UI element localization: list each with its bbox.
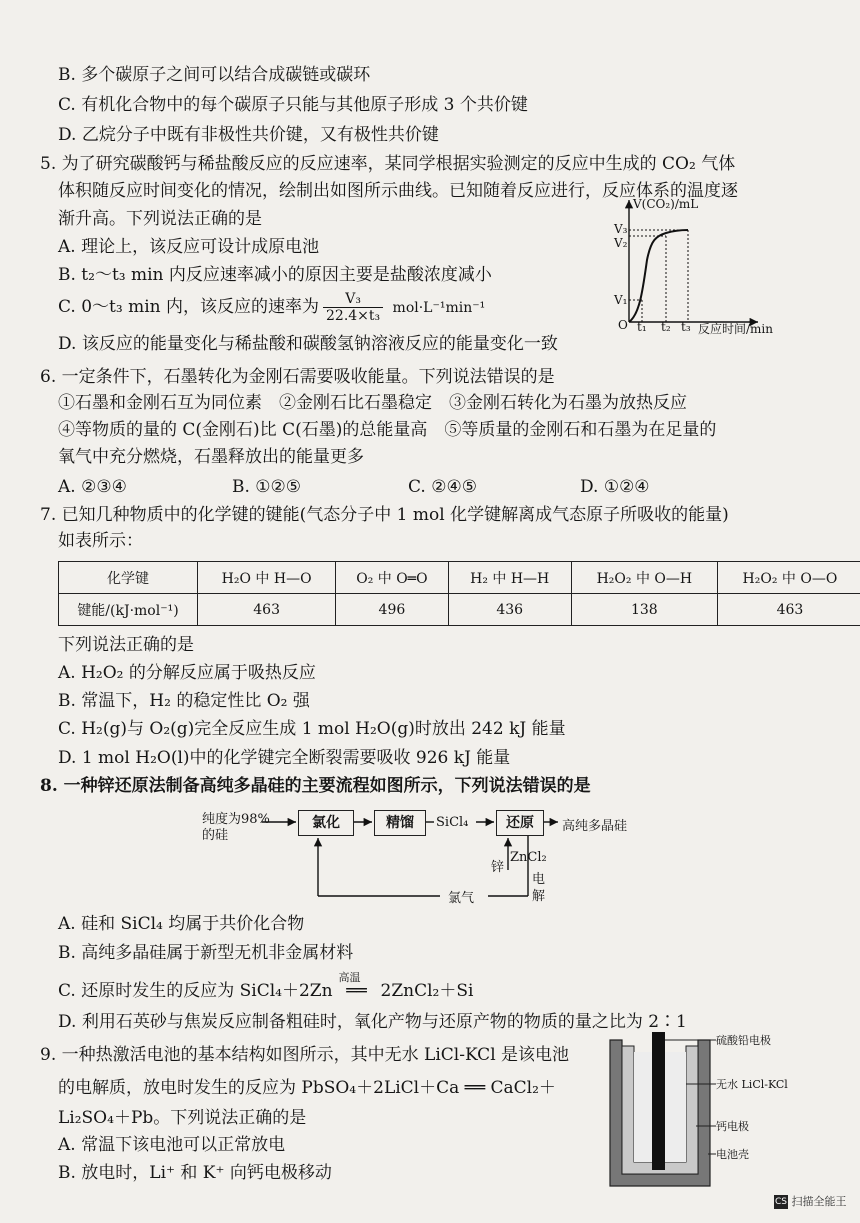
q5-option-c-text: C. 0～t₃ min 内，该反应的速率为 — [58, 297, 319, 317]
q6-option-d: D. ①②④ — [580, 477, 650, 497]
flow-electrolysis-1: 电 — [532, 872, 546, 887]
graph-xtick-t1: t₁ — [637, 320, 647, 334]
flow-input-line2: 的硅 — [202, 828, 229, 843]
graph-xtick-t2: t₂ — [661, 320, 671, 334]
q9-stem-line1: 9. 一种热激活电池的基本结构如图所示，其中无水 LiCl-KCl 是该电池 — [40, 1045, 570, 1065]
q7-lead: 下列说法正确的是 — [58, 635, 194, 655]
graph-curve — [629, 230, 688, 322]
q5-option-a: A. 理论上，该反应可设计成原电池 — [58, 237, 320, 257]
flow-box-reduction: 还原 — [496, 810, 544, 836]
q9-stem-line2: 的电解质，放电时发生的反应为 PbSO₄＋2LiCl＋Ca ══ CaCl₂＋ — [58, 1078, 556, 1098]
lead-sulfate-electrode — [652, 1032, 665, 1170]
q4-option-d: D. 乙烷分子中既有非极性共价键，又有极性共价键 — [58, 125, 439, 145]
flow-electrolysis-2: 解 — [532, 889, 546, 904]
q6-option-a: A. ②③④ — [58, 477, 127, 497]
label-battery-shell: 电池壳 — [716, 1148, 749, 1161]
q5-stem-line3: 渐升高。下列说法正确的是 — [58, 209, 262, 229]
table-header: H₂O 中 H—O — [198, 562, 336, 594]
graph-y-label: V(CO₂)/mL — [633, 197, 699, 211]
graph-origin: O — [618, 318, 628, 332]
label-electrolyte: 无水 LiCl-KCl — [716, 1078, 788, 1091]
flow-input-line1: 纯度为98% — [202, 812, 270, 827]
q5-option-c-unit: mol·L⁻¹min⁻¹ — [392, 300, 486, 316]
q8-option-c-products: 2ZnCl₂＋Si — [380, 981, 474, 1001]
q8-option-a: A. 硅和 SiCl₄ 均属于共价化合物 — [58, 914, 305, 934]
q5-stem-line2: 体积随反应时间变化的情况，绘制出如图所示曲线。已知随着反应进行，反应体系的温度逐 — [58, 181, 738, 201]
q9-option-b: B. 放电时，Li⁺ 和 K⁺ 向钙电极移动 — [58, 1163, 332, 1183]
table-header: 化学键 — [59, 562, 198, 594]
flow-box-distillation: 精馏 — [374, 810, 426, 836]
scanner-logo-icon: CS — [775, 1197, 787, 1207]
graph-x-label: 反应时间/min — [698, 322, 773, 336]
reaction-condition: 高温 — [338, 971, 361, 984]
graph-ytick-v2: V₂ — [614, 236, 628, 250]
q5-volume-time-graph — [610, 196, 772, 336]
table-cell: 436 — [448, 594, 571, 626]
q6-option-b: B. ①②⑤ — [232, 477, 302, 497]
q9-option-a: A. 常温下该电池可以正常放电 — [58, 1135, 286, 1155]
q7-stem-line2: 如表所示： — [58, 531, 143, 551]
bond-energy-table — [58, 561, 860, 626]
label-lead-sulfate-electrode: 硫酸铅电极 — [716, 1034, 771, 1047]
graph-ytick-v3: V₃ — [614, 222, 628, 236]
table-row-label: 键能/(kJ·mol⁻¹) — [59, 594, 198, 626]
q5-fraction-numerator: V₃ — [323, 291, 383, 308]
table-header-row — [59, 562, 860, 594]
q9-battery-diagram — [606, 1026, 718, 1191]
q8-stem: 8. 一种锌还原法制备高纯多晶硅的主要流程如图所示，下列说法错误的是 — [40, 776, 591, 796]
flow-sicl4: SiCl₄ — [436, 815, 469, 830]
scanner-watermark-text: 扫描全能王 — [791, 1195, 847, 1208]
scanner-watermark — [774, 1193, 847, 1209]
q4-option-b: B. 多个碳原子之间可以结合成碳链或碳环 — [58, 65, 371, 85]
q6-statement-line1: ①石墨和金刚石互为同位素 ②金刚石比石墨稳定 ③金刚石转化为石墨为放热反应 — [58, 393, 687, 413]
q4-option-c: C. 有机化合物中的每个碳原子只能与其他原子形成 3 个共价键 — [58, 95, 528, 115]
q5-option-d: D. 该反应的能量变化与稀盐酸和碳酸氢钠溶液反应的能量变化一致 — [58, 334, 558, 354]
graph-ytick-v1: V₁ — [614, 293, 628, 307]
q7-option-d: D. 1 mol H₂O(l)中的化学键完全断裂需要吸收 926 kJ 能量 — [58, 748, 511, 768]
q8-option-c-text: C. 还原时发生的反应为 SiCl₄＋2Zn — [58, 981, 333, 1001]
table-header: H₂O₂ 中 O—H — [571, 562, 717, 594]
q8-option-c — [58, 971, 474, 1002]
q5-option-c — [58, 290, 485, 325]
q6-stem: 6. 一定条件下，石墨转化为金刚石需要吸收能量。下列说法错误的是 — [40, 367, 555, 387]
flow-chlorine: 氯气 — [448, 891, 475, 906]
q6-option-c: C. ②④⑤ — [408, 477, 477, 497]
table-header: H₂ 中 H—H — [448, 562, 571, 594]
flow-output: 高纯多晶硅 — [562, 819, 628, 834]
table-header: H₂O₂ 中 O—O — [717, 562, 860, 594]
q5-fraction-denominator: 22.4×t₃ — [326, 308, 381, 324]
q5-stem-line1: 5. 为了研究碳酸钙与稀盐酸反应的反应速率，某同学根据实验测定的反应中生成的 CO₂ 气体 — [40, 154, 736, 174]
q5-option-b: B. t₂～t₃ min 内反应速率减小的原因主要是盐酸浓度减小 — [58, 265, 492, 285]
q7-option-a: A. H₂O₂ 的分解反应属于吸热反应 — [58, 663, 316, 683]
q7-stem-line1: 7. 已知几种物质中的化学键的键能(气态分子中 1 mol 化学键解离成气态原子所吸收的能量) — [40, 505, 729, 525]
table-cell: 138 — [571, 594, 717, 626]
q9-stem-line3: Li₂SO₄＋Pb。下列说法正确的是 — [58, 1108, 307, 1128]
q8-option-d: D. 利用石英砂与焦炭反应制备粗硅时，氧化产物与还原产物的物质的量之比为 2∶1 — [58, 1012, 687, 1032]
flow-box-chlorination: 氯化 — [298, 810, 354, 836]
table-cell: 463 — [717, 594, 860, 626]
q8-option-b: B. 高纯多晶硅属于新型无机非金属材料 — [58, 943, 354, 963]
flow-zinc: 锌 — [491, 860, 505, 875]
q6-statement-line3: 氧气中充分燃烧，石墨释放出的能量更多 — [58, 447, 364, 467]
flow-zncl2: ZnCl₂ — [510, 850, 547, 865]
table-row — [59, 594, 860, 626]
q5-option-c-fraction — [323, 291, 383, 324]
q7-option-b: B. 常温下，H₂ 的稳定性比 O₂ 强 — [58, 691, 310, 711]
table-header: O₂ 中 O═O — [336, 562, 448, 594]
table-cell: 496 — [336, 594, 448, 626]
table-cell: 463 — [198, 594, 336, 626]
reaction-arrow: 高温 ══ — [333, 980, 381, 1002]
graph-xtick-t3: t₃ — [681, 320, 691, 334]
label-calcium-electrode: 钙电极 — [716, 1120, 749, 1133]
q7-option-c: C. H₂(g)与 O₂(g)完全反应生成 1 mol H₂O(g)时放出 242 kJ 能量 — [58, 719, 566, 739]
q6-statement-line2: ④等物质的量的 C(金刚石)比 C(石墨)的总能量高 ⑤等质量的金刚石和石墨为在足量的 — [58, 420, 717, 440]
